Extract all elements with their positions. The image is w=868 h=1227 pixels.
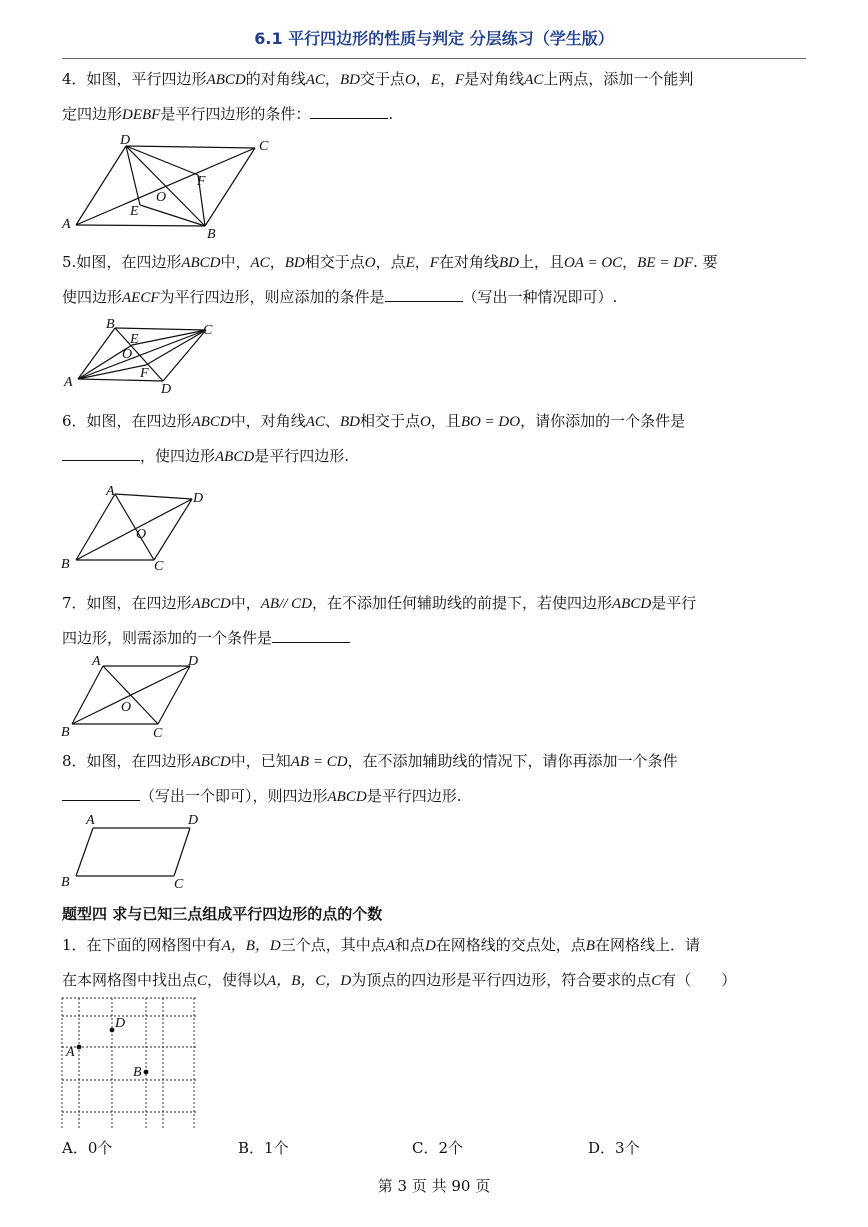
- q7-text: ，在不添加任何辅助线的前提下，若使四边形: [312, 594, 613, 612]
- question-4: [62, 62, 806, 132]
- q7-math: ABCD: [191, 596, 231, 612]
- q8-text: 中，已知: [230, 752, 291, 770]
- g1-text: 有（ ）: [661, 971, 737, 989]
- q4-text: 是对角线: [464, 70, 525, 88]
- g1-math: D: [424, 938, 436, 954]
- point-a: [77, 1045, 82, 1050]
- q4-math: AC: [305, 72, 325, 88]
- q5-math: E: [405, 255, 415, 271]
- label-d: D: [193, 491, 204, 506]
- option-b[interactable]: [238, 1137, 289, 1158]
- q5-math: O: [364, 255, 376, 271]
- option-text: 3个: [615, 1139, 640, 1157]
- option-letter: B．: [238, 1139, 265, 1157]
- answer-blank[interactable]: [62, 446, 140, 461]
- q5-number: 5.: [62, 253, 77, 271]
- point-d: [110, 1028, 115, 1033]
- q6-text: 是平行四边形.: [254, 447, 349, 465]
- option-c[interactable]: [412, 1137, 463, 1158]
- g1-math: A，B，C，D: [267, 973, 352, 989]
- q7-text: 如图，在四边形: [86, 594, 192, 612]
- q8-text: ，在不添加辅助线的情况下，请你再添加一个条件: [347, 752, 678, 770]
- q4-text: 定四边形: [62, 105, 123, 123]
- g1-math: A: [385, 938, 395, 954]
- g1-math: A，B，D: [221, 938, 281, 954]
- grid-figure: [60, 994, 200, 1130]
- q6-text: 、: [324, 412, 340, 430]
- q5-math: OA = OC: [563, 255, 623, 271]
- q6-math: BD: [339, 414, 360, 430]
- label-c: C: [203, 323, 213, 338]
- g1-text: 在网格线的交点处，点: [435, 936, 586, 954]
- figure-q7: [58, 652, 218, 740]
- g1-text: 在下面的网格图中有: [86, 936, 222, 954]
- option-a[interactable]: [62, 1137, 112, 1158]
- option-text: 1个: [264, 1139, 289, 1157]
- q6-math: BO = DO: [460, 414, 521, 430]
- question-grid-1: [62, 928, 806, 998]
- q4-math: O: [404, 72, 416, 88]
- q5-text: 中，: [220, 253, 251, 271]
- q8-math: ABCD: [327, 789, 367, 805]
- q7-math: AB// CD: [260, 596, 312, 612]
- q5-math: AC: [250, 255, 270, 271]
- answer-blank[interactable]: [385, 287, 463, 302]
- label-a: A: [106, 484, 115, 499]
- q6-number: 6．: [62, 412, 87, 430]
- answer-blank[interactable]: [62, 786, 140, 801]
- g1-text: 三个点，其中点: [280, 936, 386, 954]
- option-text: 2个: [438, 1139, 464, 1157]
- label-d: D: [188, 813, 199, 828]
- label-d: D: [188, 654, 199, 669]
- q8-math: AB = CD: [290, 754, 348, 770]
- q5-text: 在对角线: [438, 253, 499, 271]
- figure-q8: [58, 808, 218, 892]
- label-a: A: [64, 375, 73, 390]
- q6-math: ABCD: [215, 449, 255, 465]
- q8-text: （写出一个即可），则四边形: [140, 787, 328, 805]
- q4-math: BD: [339, 72, 360, 88]
- question-5: [62, 245, 806, 315]
- q8-math: ABCD: [191, 754, 231, 770]
- label-d: D: [120, 134, 131, 148]
- point-b: [144, 1070, 149, 1075]
- label-f: F: [140, 366, 149, 381]
- label-c: C: [154, 559, 164, 574]
- label-b: B: [133, 1065, 142, 1080]
- option-text: 0个: [87, 1139, 113, 1157]
- q7-text: 四边形，则需添加的一个条件是: [62, 629, 273, 647]
- q6-text: ，请你添加的一个条件是: [520, 412, 686, 430]
- q4-text: .: [388, 105, 394, 123]
- answer-blank[interactable]: [310, 104, 388, 119]
- option-letter: C．: [412, 1139, 439, 1157]
- q5-math: F: [429, 255, 439, 271]
- q6-math: O: [419, 414, 431, 430]
- q6-math: ABCD: [191, 414, 231, 430]
- label-d: D: [161, 382, 172, 397]
- q6-text: 中，对角线: [230, 412, 306, 430]
- q5-math: BD: [284, 255, 305, 271]
- label-o: O: [122, 347, 133, 362]
- label-a: A: [66, 1045, 75, 1060]
- q4-text: ，: [415, 70, 431, 88]
- q5-text: （写出一种情况即可）.: [462, 288, 618, 306]
- page-header-title: 6.1 平行四边形的性质与判定 分层练习（学生版）: [254, 29, 614, 48]
- label-a: A: [92, 654, 101, 669]
- q4-text: 的对角线: [245, 70, 306, 88]
- g1-math: C: [651, 973, 662, 989]
- g1-math: C: [197, 973, 208, 989]
- figure-q5: [60, 316, 230, 398]
- q6-text: 如图，在四边形: [86, 412, 192, 430]
- g1-text: 和点: [394, 936, 425, 954]
- q4-text: 交于点: [359, 70, 405, 88]
- q4-math: F: [455, 72, 465, 88]
- q4-number: 4．: [62, 70, 87, 88]
- q4-math: AC: [524, 72, 544, 88]
- label-e: E: [130, 332, 139, 347]
- label-b: B: [61, 725, 70, 740]
- q5-math: BE = DF: [637, 255, 694, 271]
- q5-text: 使四边形: [62, 288, 123, 306]
- q4-text: 上两点，添加一个能判: [543, 70, 694, 88]
- page-footer: 第 3 页 共 90 页: [377, 1177, 491, 1195]
- q5-text: 为平行四边形，则应添加的条件是: [159, 288, 385, 306]
- q4-math: E: [430, 72, 440, 88]
- g1-number: 1．: [62, 936, 87, 954]
- option-d[interactable]: [588, 1137, 640, 1158]
- g1-text: ，使得以: [207, 971, 268, 989]
- q5-text: . 要: [693, 253, 718, 271]
- label-a: A: [62, 217, 71, 232]
- answer-blank[interactable]: [272, 628, 350, 643]
- q7-text: 中，: [230, 594, 261, 612]
- q4-text: ，: [439, 70, 455, 88]
- q4-math: ABCD: [206, 72, 246, 88]
- label-o: O: [121, 700, 132, 715]
- q5-text: 如图，在四边形: [76, 253, 182, 271]
- question-7: [62, 586, 806, 655]
- q4-text: 是平行四边形的条件：: [160, 105, 311, 123]
- q8-text: 如图，在四边形: [86, 752, 192, 770]
- label-a: A: [86, 813, 95, 828]
- label-c: C: [153, 726, 163, 740]
- q7-text: 是平行: [651, 594, 697, 612]
- option-letter: D．: [588, 1139, 616, 1157]
- g1-math: B: [585, 938, 595, 954]
- q6-text: ，且: [430, 412, 461, 430]
- q5-text: ，: [414, 253, 430, 271]
- label-b: B: [207, 227, 216, 242]
- question-6: [62, 404, 806, 474]
- label-o: O: [156, 190, 167, 205]
- q4-math: DEBF: [122, 107, 161, 123]
- q5-text: 相交于点: [304, 253, 365, 271]
- label-c: C: [174, 877, 184, 892]
- section-heading: 题型四 求与已知三点组成平行四边形的点的个数: [62, 905, 383, 923]
- g1-text: 在本网格图中找出点: [62, 971, 198, 989]
- label-d: D: [115, 1016, 126, 1031]
- q5-text: ，: [269, 253, 285, 271]
- q6-math: AC: [305, 414, 325, 430]
- label-c: C: [259, 139, 269, 154]
- g1-text: 在网格线上．请: [594, 936, 700, 954]
- q5-text: 上，且: [518, 253, 564, 271]
- q4-text: ，: [324, 70, 340, 88]
- q7-math: ABCD: [612, 596, 652, 612]
- g1-text: 为顶点的四边形是平行四边形，符合要求的点: [351, 971, 652, 989]
- label-e: E: [130, 204, 139, 219]
- question-8: [62, 744, 806, 814]
- header-divider: [62, 58, 806, 59]
- q5-text: ，点: [375, 253, 406, 271]
- q5-math: BD: [498, 255, 519, 271]
- label-f: F: [197, 174, 206, 189]
- label-b: B: [61, 557, 70, 572]
- option-letter: A．: [62, 1139, 88, 1157]
- q5-math: AECF: [122, 290, 160, 306]
- label-b: B: [61, 875, 70, 890]
- q5-text: ，: [622, 253, 638, 271]
- q6-text: 相交于点: [359, 412, 420, 430]
- q8-text: 是平行四边形.: [366, 787, 462, 805]
- figure-q6: [58, 478, 218, 574]
- q7-number: 7．: [62, 594, 87, 612]
- q4-text: 如图，平行四边形: [86, 70, 207, 88]
- figure-q4: [60, 134, 290, 244]
- label-o: O: [136, 527, 147, 542]
- q5-math: ABCD: [181, 255, 221, 271]
- label-b: B: [106, 317, 115, 332]
- q6-text: ，使四边形: [140, 447, 216, 465]
- q8-number: 8．: [62, 752, 87, 770]
